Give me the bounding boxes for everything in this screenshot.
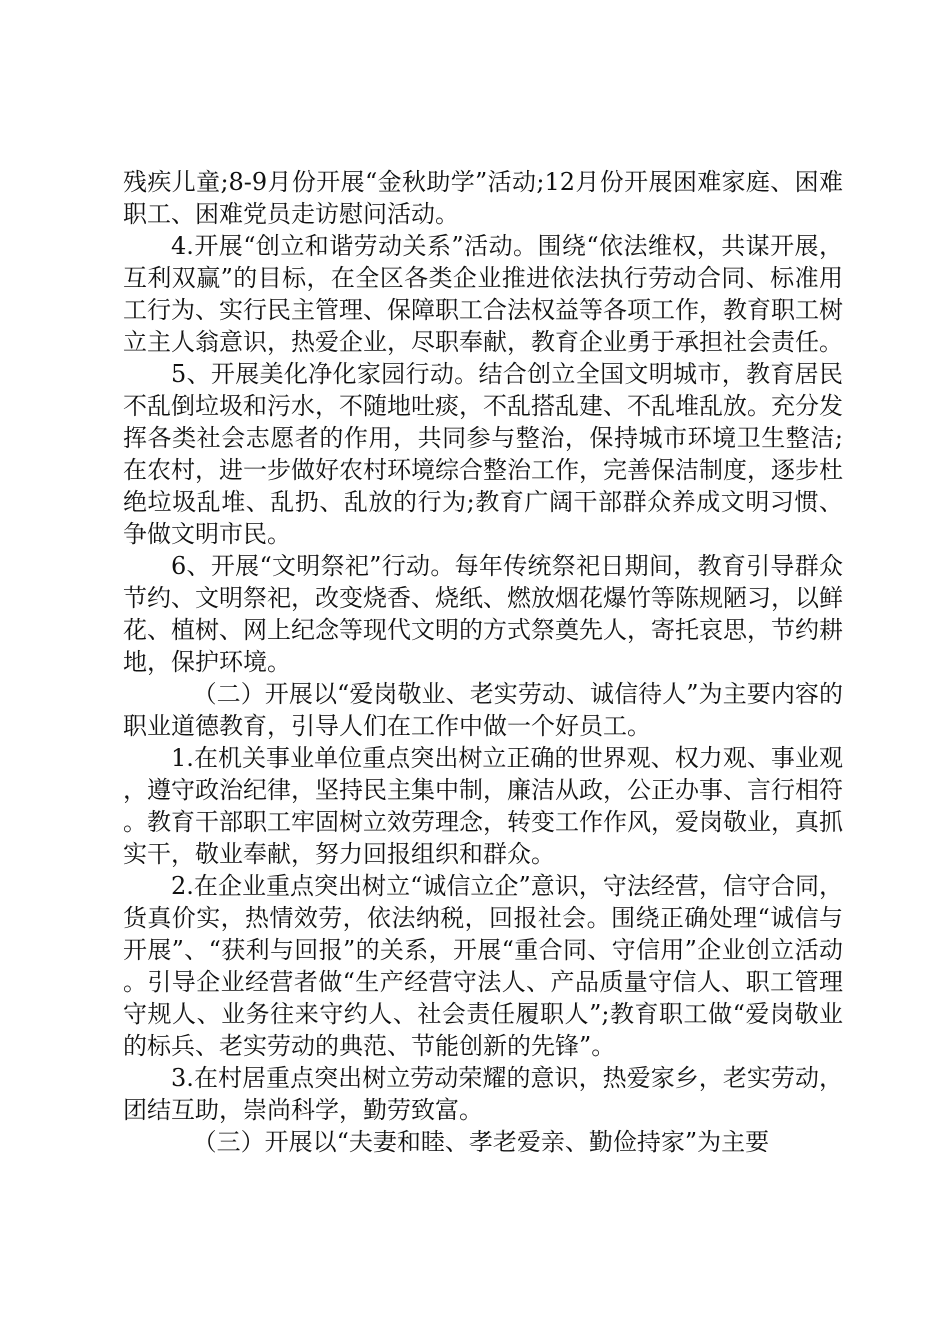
paragraph-continuation: 残疾儿童;8-9月份开展“金秋助学”活动;12月份开展困难家庭、困难职工、困难党员走访慰问活动。 [123, 168, 843, 228]
paragraph-item-4: 4.开展“创立和谐劳动关系”活动。围绕“依法维权，共谋开展，互利双赢”的目标，在全区各类企业推进依法执行劳动合同、标准用工行为、实行民主管理、保障职工合法权益等各项工作，教育职工树立主人翁意识，热爱企业，尽职奉献，教育企业勇于承担社会责任。 [123, 232, 843, 356]
paragraph-sub-1: 1.在机关事业单位重点突出树立正确的世界观、权力观、事业观，遵守政治纪律，坚持民主集中制，廉洁从政，公正办事、言行相符。教育干部职工牢固树立效劳理念，转变工作作风，爱岗敬业，真抓实干，敬业奉献，努力回报组织和群众。 [123, 744, 843, 868]
section-heading-3: （三）开展以“夫妻和睦、孝老爱亲、勤俭持家”为主要 [192, 1128, 770, 1156]
document-body [123, 166, 843, 1158]
paragraph-sub-3: 3.在村居重点突出树立劳动荣耀的意识，热爱家乡，老实劳动，团结互助，崇尚科学，勤劳致富。 [123, 1064, 843, 1124]
paragraph-sub-2: 2.在企业重点突出树立“诚信立企”意识，守法经营，信守合同，货真价实，热情效劳，依法纳税，回报社会。围绕正确处理“诚信与开展”、“获利与回报”的关系，开展“重合同、守信用”企业创立活动。引导企业经营者做“生产经营守法人、产品质量守信人、职工管理守规人、业务往来守约人、社会责任履职人”;教育职工做“爱岗敬业的标兵、老实劳动的典范、节能创新的先锋”。 [123, 872, 843, 1060]
paragraph-item-6: 6、开展“文明祭祀”行动。每年传统祭祀日期间，教育引导群众节约、文明祭祀，改变烧香、烧纸、燃放烟花爆竹等陈规陋习，以鲜花、植树、网上纪念等现代文明的方式祭奠先人，寄托哀思，节约耕地，保护环境。 [123, 552, 843, 676]
section-heading-2: （二）开展以“爱岗敬业、老实劳动、诚信待人”为主要内容的职业道德教育，引导人们在工作中做一个好员工。 [123, 680, 843, 740]
paragraph-item-5: 5、开展美化净化家园行动。结合创立全国文明城市，教育居民不乱倒垃圾和污水，不随地吐痰，不乱搭乱建、不乱堆乱放。充分发挥各类社会志愿者的作用，共同参与整治，保持城市环境卫生整洁;在农村，进一步做好农村环境综合整治工作，完善保洁制度，逐步杜绝垃圾乱堆、乱扔、乱放的行为;教育广阔干部群众养成文明习惯、争做文明市民。 [123, 360, 843, 548]
